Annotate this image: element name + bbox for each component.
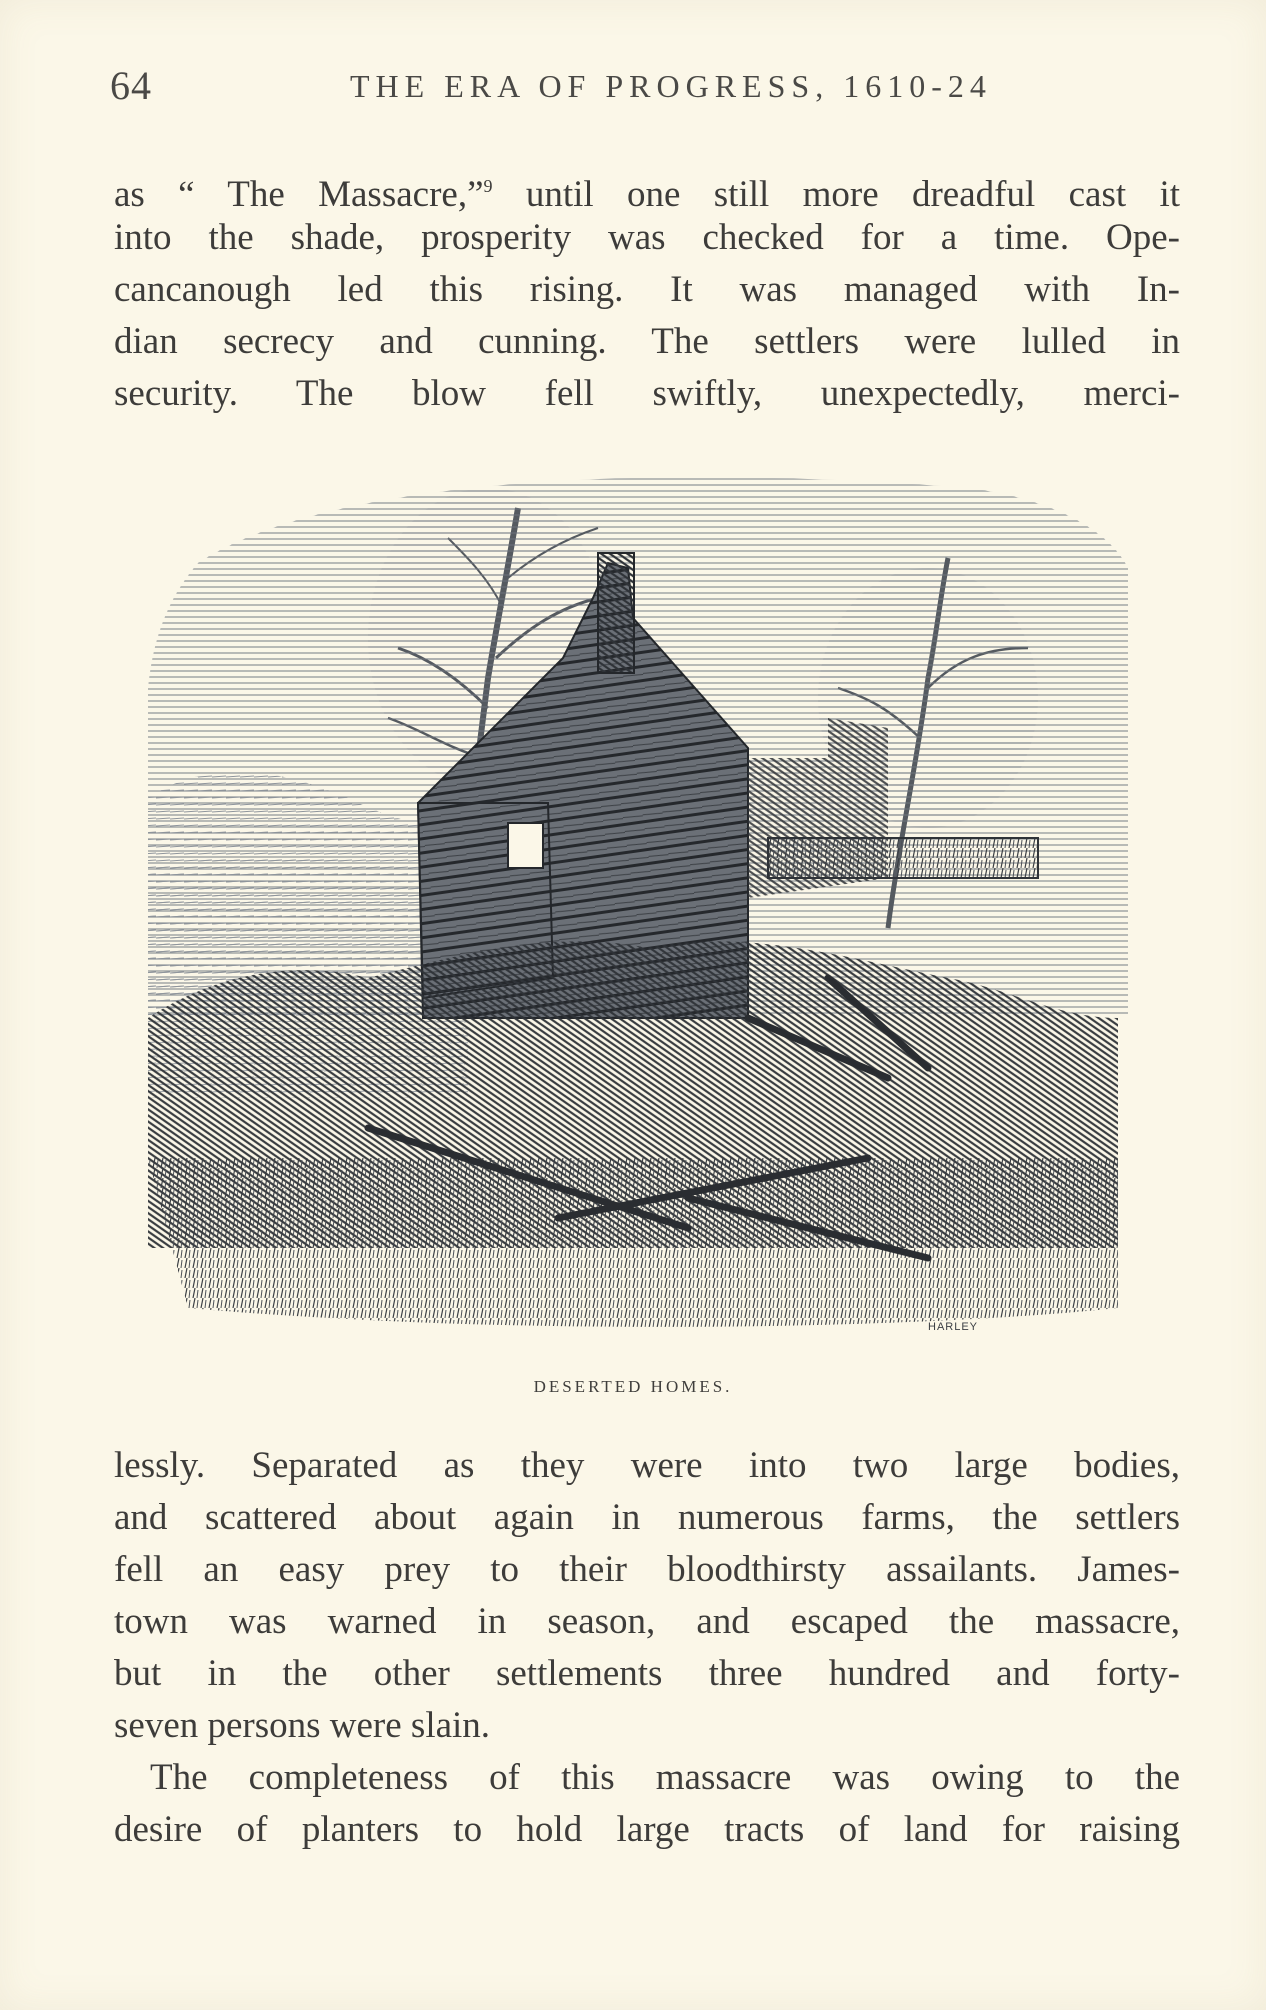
text-line: fell an easy prey to their bloodthirsty assailants. James- [114, 1549, 1180, 1590]
page-header [110, 62, 1180, 112]
window-opening [508, 823, 543, 868]
engraver-signature: HARLEY [928, 1321, 979, 1333]
text-line: The completeness of this massacre was owing to the [150, 1757, 1180, 1798]
text-line: dian secrecy and cunning. The settlers were lulled in [114, 321, 1180, 362]
text-line: lessly. Separated as they were into two large bodies, [114, 1445, 1180, 1486]
text-fragment: until one still more dreadful cast it [525, 174, 1180, 212]
text-line: cancanough led this rising. It was managed with In- [114, 269, 1180, 310]
chimney [598, 553, 634, 673]
illustration-caption: DESERTED HOMES. [533, 1377, 733, 1396]
text-line: and scattered about again in numerous farms, the settlers [114, 1497, 1180, 1538]
text-fragment: as “ The Massacre,” [114, 174, 484, 212]
page-number: 64 [110, 63, 152, 108]
paragraph-2 [114, 1440, 1180, 1752]
running-head: THE ERA OF PROGRESS, 1610-24 [350, 68, 992, 104]
text-line: desire of planters to hold large tracts of land for raising [114, 1809, 1180, 1850]
paragraph-1 [114, 160, 1180, 420]
text-line [114, 160, 1180, 212]
paragraph-3 [114, 1752, 1180, 1856]
text-line: town was warned in season, and escaped the massacre, [114, 1601, 1180, 1642]
foreground-grass [148, 1158, 1118, 1327]
text-line: security. The blow fell swiftly, unexpectedly, merci- [114, 373, 1180, 414]
text-line: into the shade, prosperity was checked for a time. Ope- [114, 217, 1180, 258]
text-line: seven persons were slain. [114, 1705, 491, 1746]
text-line: but in the other settlements three hundred and forty- [114, 1653, 1180, 1694]
engraving-deserted-homes [128, 458, 1164, 1348]
fence-rail [768, 838, 1038, 878]
footnote-mark: 9 [483, 176, 493, 196]
engraving-image [128, 458, 1164, 1348]
